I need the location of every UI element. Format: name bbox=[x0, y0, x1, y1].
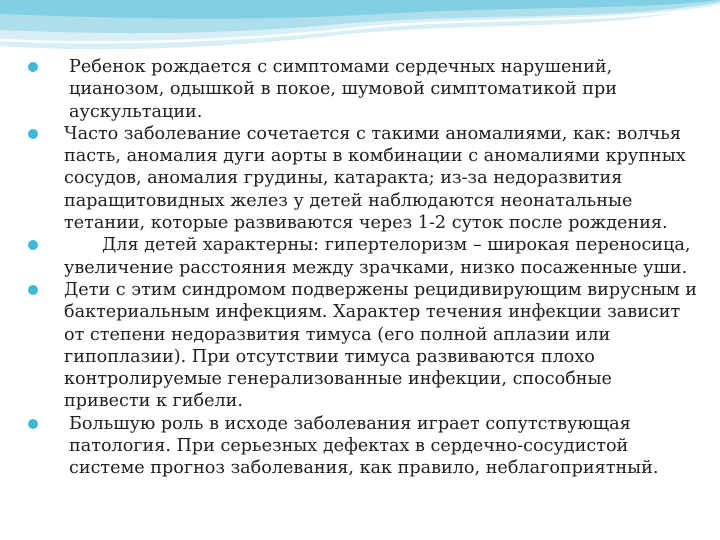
bullet-text: Для детей характерны: гипертелоризм – широкая переносица, увеличение расстояния между зрачками, низко посаженные уши. bbox=[64, 235, 691, 278]
bullet-text: Часто заболевание сочетается с такими аномалиями, как: волчья пасть, аномалия дуги аорты в комбинации с аномалиями крупных сосудов, аномалия грудины, катаракта; из-за недоразвития паращитовидных желез у детей наблюдаются неонатальные тетании, которые развиваются через 1-2 суток после рождения. bbox=[64, 123, 686, 234]
list-item bbox=[20, 56, 700, 123]
bullet-dot-icon bbox=[27, 61, 39, 73]
list-item bbox=[20, 123, 700, 234]
bullet-list bbox=[20, 56, 700, 480]
bullet-text: Большую роль в исходе заболевания играет сопутствующая патология. При серьезных дефектах в сердечно-сосудистой системе прогноз заболевания, как правило, неблагоприятный. bbox=[69, 413, 659, 479]
bullet-dot-icon bbox=[27, 418, 39, 430]
bullet-text: Ребенок рождается с симптомами сердечных нарушений, цианозом, одышкой в покое, шумовой симптоматикой при аускультации. bbox=[69, 57, 617, 122]
list-item bbox=[20, 234, 700, 279]
slide-content bbox=[20, 56, 700, 480]
bullet-dot-icon bbox=[27, 128, 39, 140]
bullet-text: Дети с этим синдромом подвержены рецидивирующим вирусным и бактериальным инфекциям. Характер течения инфекции зависит от степени недоразвития тимуса (его полной аплазии или гипоплазии). При отсутствии тимуса развиваются плохо контролируемые генерализованные инфекции, способные привести к гибели. bbox=[64, 279, 698, 412]
bullet-dot-icon bbox=[27, 284, 39, 296]
bullet-dot-icon bbox=[27, 239, 39, 251]
list-item bbox=[20, 413, 700, 480]
list-item bbox=[20, 279, 700, 413]
